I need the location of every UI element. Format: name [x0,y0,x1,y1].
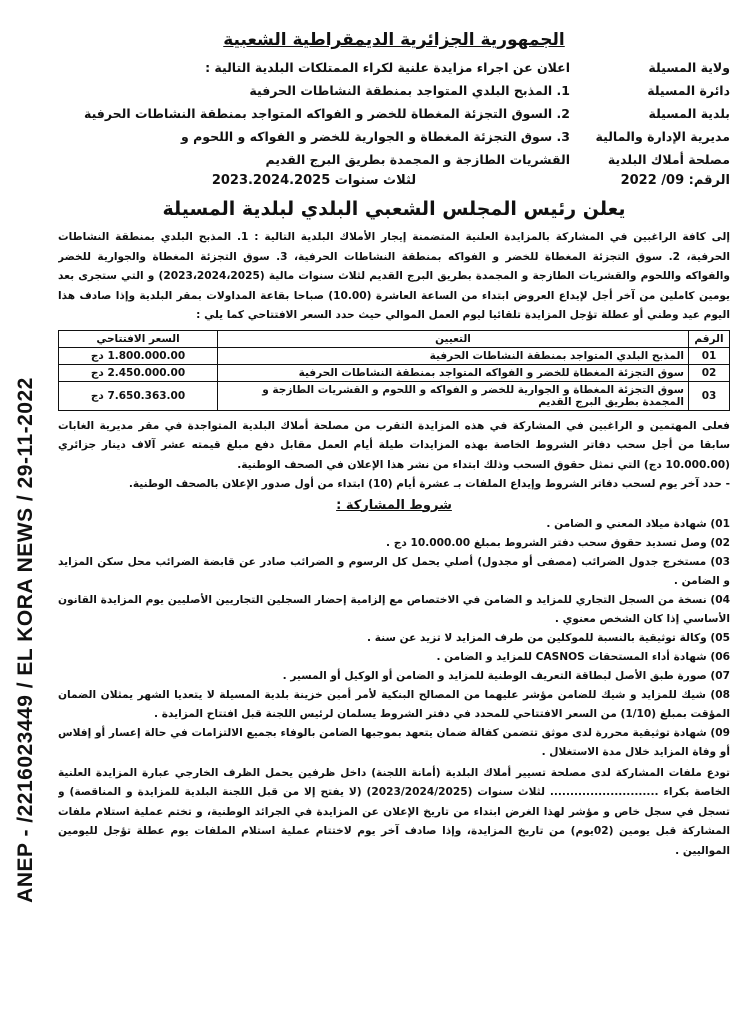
subject-line: القشريات الطازجة و المجمدة بطريق البرج القديم [265,152,570,167]
deadline-paragraph: - حدد آخر يوم لسحب دفاتر الشروط وإيداع الملفات بـ عشرة أيام (10) ابتداء من أول صدور الإعلان بالصحف الوطنية. [128,478,730,490]
reference-number [570,173,730,188]
issuer-line: مصلحة أملاك البلدية [607,152,730,167]
reference-line [58,173,730,188]
conditions-list [58,515,730,762]
condition-item: 05) وكالة توثيقية بالنسبة للموكلين من طرف المزايد لا تزيد عن سنة . [367,631,730,644]
publication-stamp-text: ANEP - /2216023449 / EL KORA NEWS / 29-11-2022 [14,377,38,903]
withdrawal-paragraph: فعلى المهتمين و الراغبين في المشاركة في هذه المزايدة التقرب من مصلحة أملاك البلدية المتواجدة في مقر مديرية الغابات سابقا من أجل سحب دفاتر الشروط الخاصة بهذه المزايدات طيلة أيام العمل مقابل دفع مبلغ قيمته عشر آلاف دينار جزائري (10.000.00 دج) التي تمثل حقوق السحب وذلك ابتداء من نشر هذا الإعلان في الصحف الوطنية. [58,419,730,471]
subject-line: 3. سوق التجزئة المغطاة و الجوارية للخضر و الفواكه و اللحوم و [180,129,570,144]
subject-line: 2. السوق التجزئة المغطاة للخضر و الفواكه المتواجد بمنطقة النشاطات الحرفية [84,106,570,121]
row-number: 03 [689,381,730,410]
subject-line: اعلان عن اجراء مزايدة علنية لكراء الممتلكات البلدية التالية : [205,60,570,75]
issuer-line: مديرية الإدارة والمالية [595,129,730,144]
reference-label: الرقم: [688,173,730,188]
table-header-row [59,330,730,347]
years-line: لثلاث سنوات 2023.2024.2025 [211,173,417,188]
condition-item: 02) وصل تسديد حقوق سحب دفتر الشروط بمبلغ 10.000.00 دج . [386,536,730,549]
subject-line: 1. المذبح البلدي المتواجد بمنطقة النشاطات الحرفية [249,83,570,98]
table-row [59,364,730,381]
row-price: 1.800.000.00 دج [59,347,218,364]
condition-item: 03) مستخرج جدول الضرائب (مصفى أو مجدول) أصلي يحمل كل الرسوم و الضرائب صادر عن قابضة الضرائب محل سكن المزايد و الضامن . [58,555,730,587]
column-header-price: السعر الافتتاحي [59,330,218,347]
condition-item: 04) نسخة من السجل التجاري للمزايد و الضامن في الاختصاص مع إلزامية إحضار السجلين التجاريين الأصليين يوم المزايدة القانون الأساسي إذا كان الشخص معنوي . [58,593,730,625]
condition-item: 08) شيك للمزايد و شيك للضامن مؤشر عليهما من المصالح البنكية لأمر أمين خزينة بلدية المسيلة لا يتعديا الشهر يمثلان الضمان المؤقت بمبلغ (1/10) من السعر الافتتاحي للمحدد في دفتر الشروط يسلمان لرئيس اللجنة قبل افتتاح المزايدة . [58,688,730,720]
table-row [59,381,730,410]
issuer-line: بلدية المسيلة [648,106,730,121]
row-price: 7.650.363.00 دج [59,381,218,410]
intro-paragraph: إلى كافة الراغبين في المشاركة بالمزايدة العلنية المتضمنة إيجار الأملاك البلدية التالية : 1. المذبح البلدي بمنطقة النشاطات الحرفية، 2. سوق التجزئة المغطاة للخضر و الفواكه بمنطقة النشاطات الحرفية، 3. سوق التجزئة المغطاة والجوارية للخضر والفواكه واللحوم والقشريات الطازجة و المجمدة بطريق البرج القديم لثلاث سنوات مالية (2023،2024،2025) و التي ستجرى بعد يومين كاملين من آخر أجل لإيداع العروض ابتداء من الساعة العاشرة (10.00) صباحا بقاعة المداولات بمقر البلدية وإذا صادف هذا اليوم عيد وطني أو عطلة تؤجل المزايدة تلقائيا ليوم العمل الموالي حيث حدد السعر الافتتاحي كما يلي : [58,231,730,321]
issuer-line: دائرة المسيلة [647,83,730,98]
row-number: 02 [689,364,730,381]
condition-item: 01) شهادة ميلاد المعني و الضامن . [546,517,730,530]
document-header [58,56,730,171]
table-row [59,347,730,364]
issuer-line: ولاية المسيلة [648,60,730,75]
subject-block [58,56,580,171]
announcement-document [58,30,730,1015]
reference-value: 09/ 2022 [620,173,685,188]
closing-section [58,764,730,862]
row-designation: سوق التجزئة المغطاة للخضر و الفواكه المتواجد بمنطقة النشاطات الحرفية [218,364,689,381]
row-number: 01 [689,347,730,364]
condition-item: 09) شهادة توثيقية محررة لدى موثق تتضمن كفالة ضمان يتعهد بموجبها الضامن بالوفاء بجميع الالتزامات في حالة إعسار أو إفلاس أو وفاة المزايد خلال مدة الاستغلال . [58,726,730,758]
closing-paragraph: تودع ملفات المشاركة لدى مصلحة تسيير أملاك البلدية (أمانة اللجنة) داخل ظرفين يحمل الظرف الخارجي عبارة المزايدة العلنية الخاصة بكراء ........................... لثلاث سنوات (2023/2024/2025) (لا يفتح إلا من قبل اللجنة البلدية للمزايدة و المناقصة) و تسجل في سجل خاص و مؤشر لهذا الغرض ابتداء من تاريخ الإعلان عن المزايدة في الجرائد الوطنية، و تختم عملية استلام ملفات المشاركة قبل يومين (02يوم) من تاريخ المزايدة، وإذا صادف آخر يوم لاختتام عملية استلام الملفات يوم عطلة تؤجل لليومين المواليين . [58,766,730,857]
condition-item: 06) شهادة أداء المستحقات CASNOS للمزايد و الضامن . [436,650,730,663]
republic-heading: الجمهورية الجزائرية الديمقراطية الشعبية [223,30,565,50]
condition-item: 07) صورة طبق الأصل لبطاقة التعريف الوطنية للمزايد و الضامن أو الوكيل أو المسير . [282,669,730,682]
column-header-number: الرقم [689,330,730,347]
publication-stamp [6,260,46,1020]
announcement-title: يعلن رئيس المجلس الشعبي البلدي لبلدية المسيلة [162,198,626,220]
row-designation: المذبح البلدي المتواجد بمنطقة النشاطات الحرفية [218,347,689,364]
column-header-designation: التعيين [218,330,689,347]
conditions-title: شروط المشاركة : [336,497,452,513]
row-price: 2.450.000.00 دج [59,364,218,381]
issuer-block [580,56,730,171]
row-designation: سوق التجزئة المغطاة و الجوارية للخضر و الفواكه و اللحوم و القشريات الطازجة و المجمدة بطريق البرج القديم [218,381,689,410]
price-table [58,330,730,411]
